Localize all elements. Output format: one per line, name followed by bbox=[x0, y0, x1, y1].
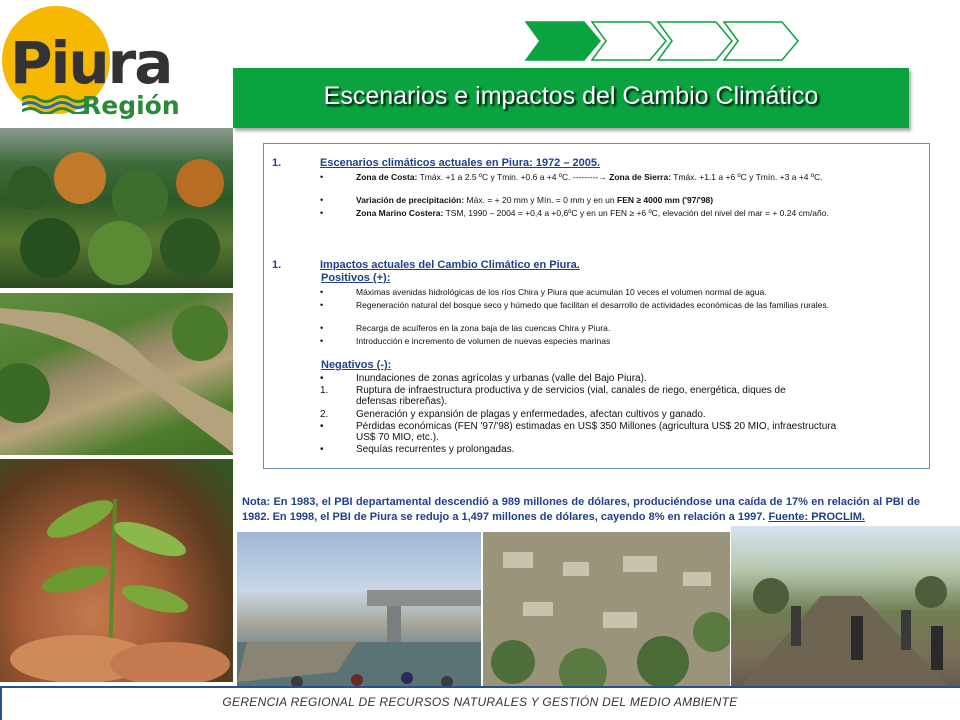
positivo-item: Máximas avenidas hidrológicas de los ríos Chira y Piura que acumulan 10 veces el volumen normal de agua. bbox=[356, 287, 767, 297]
positivos-heading: Positivos (+): bbox=[321, 272, 391, 284]
negativo-item: Inundaciones de zonas agrícolas y urbanas (valle del Bajo Piura). bbox=[356, 373, 647, 384]
bullet: • bbox=[320, 195, 324, 205]
scenario-item-precipitacion: Variación de precipitación: Máx. = + 20 mm y Mín. = 0 mm y en un FEN ≥ 4000 mm ('97/'98) bbox=[356, 195, 714, 205]
bullet: • bbox=[320, 336, 324, 346]
scenario-item-costa-sierra: Zona de Costa: Tmáx. +1 a 2.5 ºC y Tmin. +0.6 a +4 ºC. ---------→ Zona de Sierra: Tmáx. +1.1 a +6 ºC y Tmín. +3 a +4 ºC. bbox=[356, 172, 823, 182]
logo-waves-icon bbox=[22, 94, 86, 114]
nota-text: Nota: En 1983, el PBI departamental descendió a 989 millones de dólares, produciéndose una caída de 17% en relación al PBI de 1982. En 1998, el PBI de Piura se redujo a 1,497 millones de dólares, cayendo 8% en relación a 1997. bbox=[242, 496, 920, 523]
bullet: • bbox=[320, 300, 324, 310]
photo-flooded-town bbox=[483, 532, 730, 698]
step-3-arrow bbox=[658, 22, 732, 60]
section-1-number: 1. bbox=[272, 157, 282, 169]
positivo-item: Regeneración natural del bosque seco y húmedo que facilitan el desarrollo de actividades económicas de las familias rurales. bbox=[356, 300, 829, 310]
photo-broken-bridge bbox=[237, 532, 481, 698]
negativo-item: Generación y expansión de plagas y enfermedades, afectan cultivos y ganado. bbox=[356, 409, 706, 420]
bullet: • bbox=[320, 323, 324, 333]
bullet: • bbox=[320, 172, 324, 182]
nota-source: Fuente: PROCLIM. bbox=[768, 511, 865, 523]
negativo-item: Pérdidas económicas (FEN '97/'98) estimadas en US$ 350 Millones (agricultura US$ 20 MIO, infraestructura US$ 70 MIO, etc.). bbox=[356, 421, 837, 443]
step-2-arrow bbox=[592, 22, 666, 60]
footer-text: GERENCIA REGIONAL DE RECURSOS NATURALES Y GESTIÓN DEL MEDIO AMBIENTE bbox=[222, 695, 738, 709]
logo-name: Piura bbox=[10, 29, 172, 97]
step-1-arrow bbox=[526, 22, 600, 60]
list-marker: 1. bbox=[320, 385, 329, 396]
title-bar bbox=[233, 68, 909, 128]
step-progress bbox=[524, 20, 800, 62]
list-marker: • bbox=[320, 444, 324, 455]
logo-subtitle: Región bbox=[82, 91, 180, 120]
content-box bbox=[263, 143, 930, 469]
section-2-number: 1. bbox=[272, 259, 282, 271]
bullet: • bbox=[320, 208, 324, 218]
negativos-heading: Negativos (-): bbox=[321, 359, 392, 371]
bullet: • bbox=[320, 287, 324, 297]
photo-river bbox=[0, 293, 233, 455]
positivo-item: Recarga de acuíferos en la zona baja de las cuencas Chira y Piura. bbox=[356, 323, 611, 333]
nota-paragraph bbox=[242, 495, 920, 525]
list-marker: • bbox=[320, 373, 324, 384]
photo-seedling-in-hands bbox=[0, 459, 233, 682]
scenario-item-marino-costera: Zona Marino Costera: TSM, 1990 – 2004 = +0,4 a +0,6ºC y en un FEN ≥ +6 ºC, elevación del nivel del mar = + 0.24 cm/año. bbox=[356, 208, 829, 218]
section-1-heading: Escenarios climáticos actuales en Piura: 1972 – 2005. bbox=[320, 157, 601, 169]
photo-forest bbox=[0, 128, 233, 288]
positivo-item: Introducción e incremento de volumen de nuevas especies marinas bbox=[356, 336, 611, 346]
section-2-heading: Impactos actuales del Cambio Climático en Piura. bbox=[320, 259, 580, 271]
step-4-arrow bbox=[724, 22, 798, 60]
negativo-item: Ruptura de infraestructura productiva y de servicios (vial, canales de riego, energética, diques de defensas ribereñas). bbox=[356, 385, 786, 407]
list-marker: • bbox=[320, 421, 324, 432]
negativo-item: Sequías recurrentes y prolongadas. bbox=[356, 444, 515, 455]
arrow-right-icon: → bbox=[598, 172, 607, 182]
photo-muddy-road bbox=[731, 526, 960, 698]
list-marker: 2. bbox=[320, 409, 329, 420]
slide-title: Escenarios e impactos del Cambio Climático bbox=[323, 82, 819, 110]
piura-region-logo bbox=[0, 0, 232, 128]
